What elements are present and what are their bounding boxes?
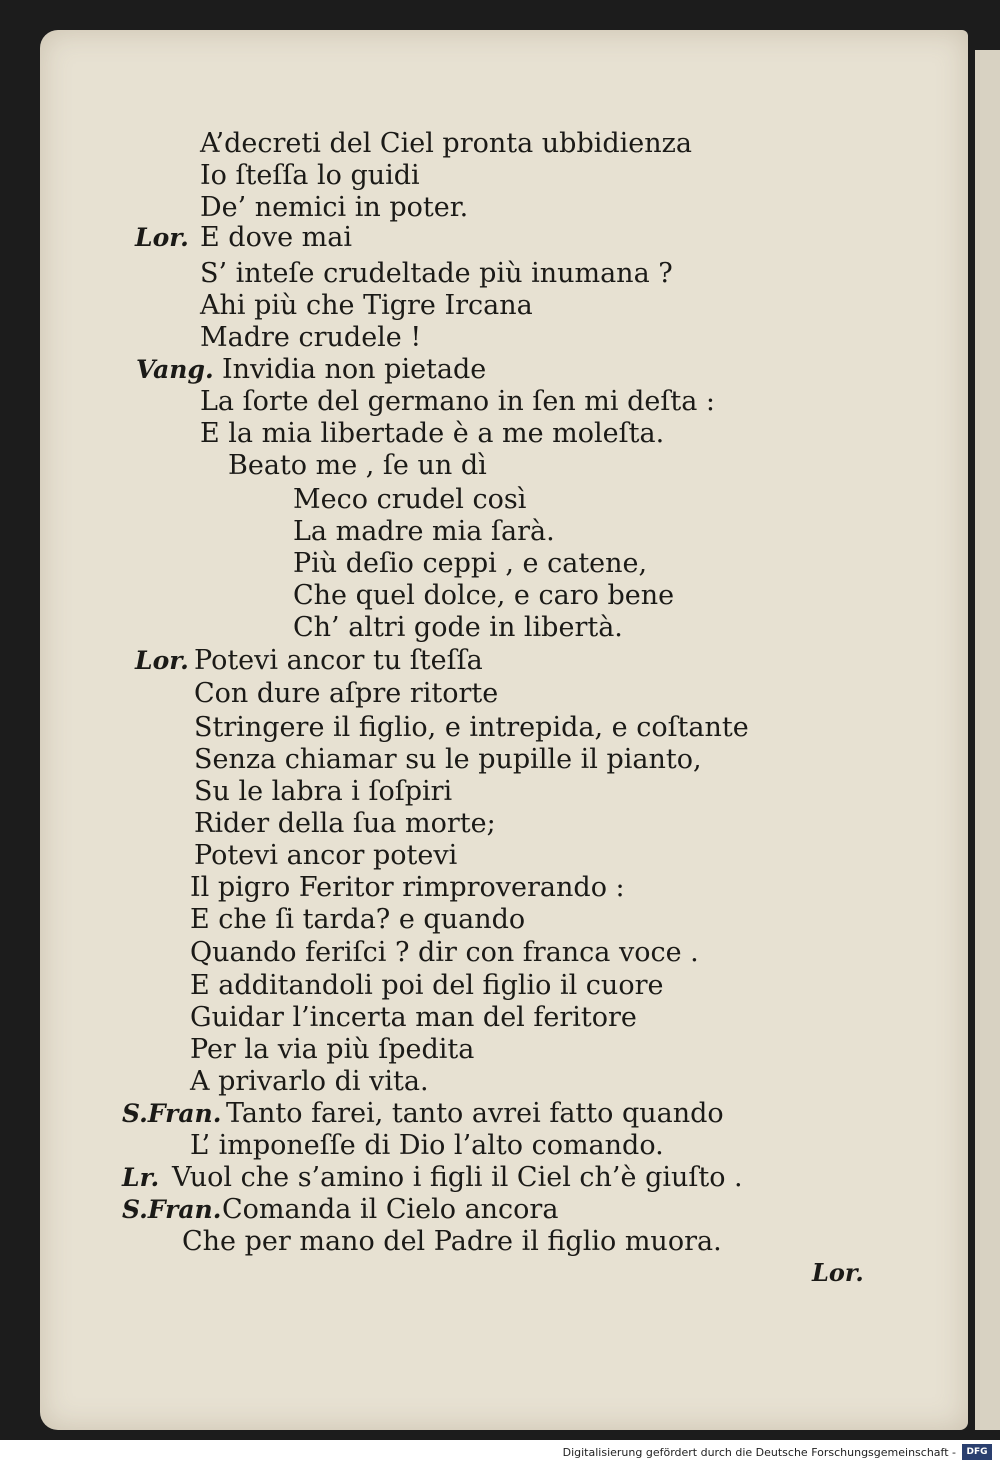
verse-line: S’ inteſe crudeltade più inumana ? xyxy=(200,258,673,289)
speaker-label: Lr. xyxy=(122,1163,160,1192)
verse-line: La ſorte del germano in ſen mi deſta : xyxy=(200,386,716,417)
verse-line: Potevi ancor tu ſteſſa xyxy=(194,645,483,676)
verse-line: Il pigro Feritor rimproverando : xyxy=(190,872,625,903)
verse-line: Tanto farei, tanto avrei fatto quando xyxy=(226,1098,724,1129)
verse-line: Per la via più ſpedita xyxy=(190,1034,475,1065)
verse-line: Stringere il figlio, e intrepida, e coſtante xyxy=(194,712,749,743)
speaker-label: Lor. xyxy=(135,646,189,675)
verse-line: A’decreti del Ciel pronta ubbidienza xyxy=(200,128,692,159)
speaker-label: Lor. xyxy=(135,223,189,252)
verse-line: E la mia libertade è a me moleſta. xyxy=(200,418,665,449)
verse-line: Invidia non pietade xyxy=(222,354,487,385)
verse-line: Senza chiamar su le pupille il pianto, xyxy=(194,744,702,775)
verse-line: Che quel dolce, e caro bene xyxy=(293,580,675,611)
verse-line: Io ſteſſa lo guidi xyxy=(200,160,420,191)
verse-line: La madre mia ſarà. xyxy=(293,516,555,547)
verse-line: E additandoli poi del figlio il cuore xyxy=(190,970,664,1001)
verse-line: Comanda il Cielo ancora xyxy=(222,1194,559,1225)
footer-credit: Digitalisierung gefördert durch die Deutsche Forschungsgemeinschaft - xyxy=(562,1446,956,1459)
verse-line: De’ nemici in poter. xyxy=(200,192,469,223)
verse-line: A privarlo di vita. xyxy=(190,1066,429,1097)
speaker-label: S.Fran. xyxy=(122,1099,222,1128)
verse-line: Ch’ altri gode in libertà. xyxy=(293,612,623,643)
verse-line: Ahi più che Tigre Ircana xyxy=(200,290,533,321)
verse-line: E dove mai xyxy=(200,222,352,253)
verse-line: Madre crudele ! xyxy=(200,322,422,353)
verse-line: Su le labra i ſoſpiri xyxy=(194,776,453,807)
footer-bar xyxy=(0,1440,1000,1466)
verse-line: Con dure aſpre ritorte xyxy=(194,678,499,709)
verse-line: Beato me , ſe un dì xyxy=(228,450,487,481)
speaker-label: Vang. xyxy=(136,355,214,384)
verse-line: Meco crudel così xyxy=(293,484,527,515)
verse-line: Che per mano del Padre il figlio muora. xyxy=(182,1226,722,1257)
dfg-logo: DFG xyxy=(962,1444,992,1460)
speaker-label: S.Fran. xyxy=(122,1195,222,1224)
verse-line: Guidar l’incerta man del feritore xyxy=(190,1002,637,1033)
catchword: Lor. xyxy=(812,1258,864,1287)
verse-line: Rider della ſua morte; xyxy=(194,808,496,839)
verse-line: Vuol che s’amino i figli il Ciel ch’è giuſto . xyxy=(172,1162,743,1193)
verse-line: E che ſi tarda? e quando xyxy=(190,904,526,935)
verse-line: L’ imponeſſe di Dio l’alto comando. xyxy=(190,1130,664,1161)
adjacent-page-edge xyxy=(975,50,1000,1430)
verse-line: Quando feriſci ? dir con franca voce . xyxy=(190,937,699,968)
verse-line: Più deſio ceppi , e catene, xyxy=(293,548,648,579)
verse-line: Potevi ancor potevi xyxy=(194,840,458,871)
